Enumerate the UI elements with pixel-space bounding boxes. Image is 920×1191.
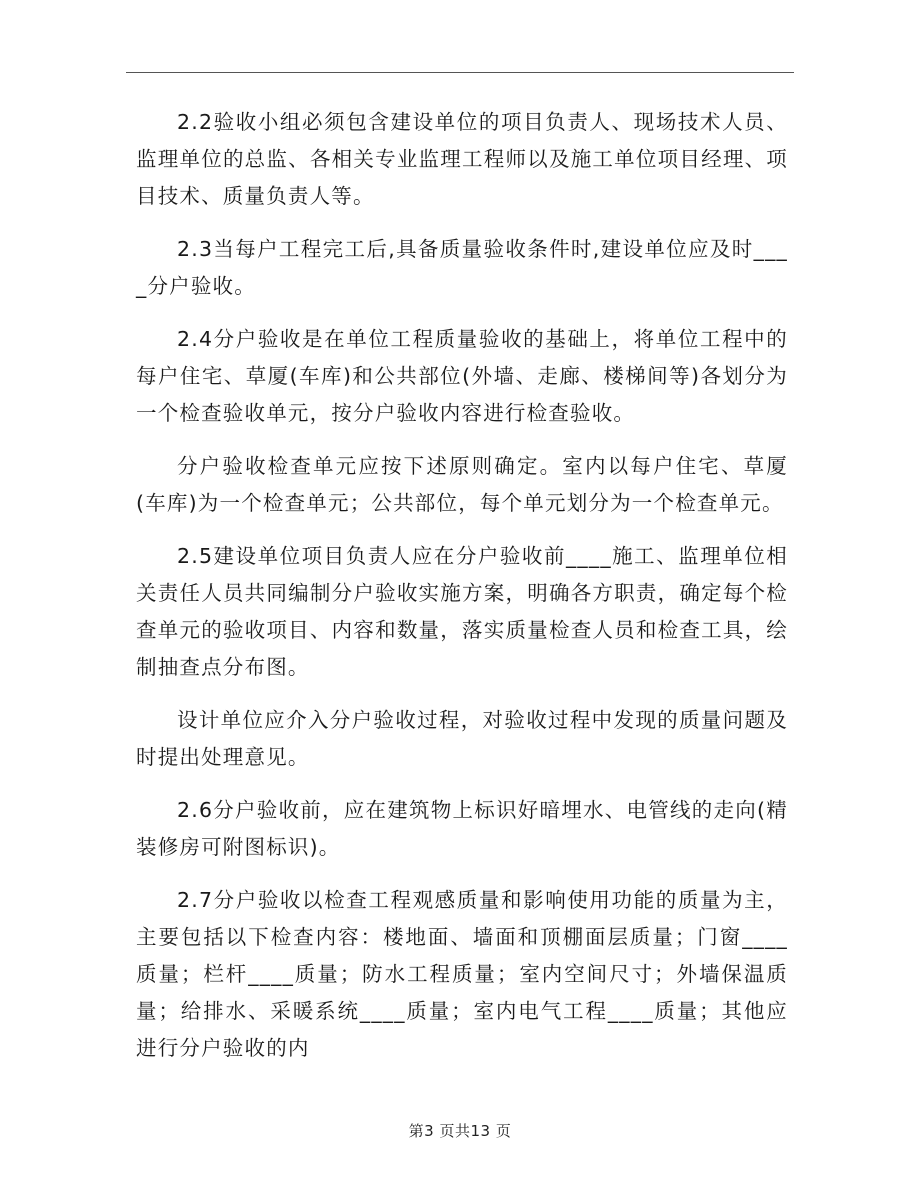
paragraph-2-2: 2.2验收小组必须包含建设单位的项目负责人、现场技术人员、监理单位的总监、各相关专业监理工程师以及施工单位项目经理、项目技术、质量负责人等。 bbox=[136, 110, 788, 208]
paragraph-2-3: 2.3当每户工程完工后,具备质量验收条件时,建设单位应及时____分户验收。 bbox=[136, 237, 788, 298]
paragraph-2-6: 2.6分户验收前，应在建筑物上标识好暗埋水、电管线的走向(精装修房可附图标识)。 bbox=[136, 798, 788, 859]
header-rule bbox=[126, 72, 794, 73]
paragraph-design-unit: 设计单位应介入分户验收过程，对验收过程中发现的质量问题及时提出处理意见。 bbox=[136, 708, 788, 769]
paragraph-2-7: 2.7分户验收以检查工程观感质量和影响使用功能的质量为主，主要包括以下检查内容：楼地面、墙面和顶棚面层质量；门窗____质量；栏杆____质量；防水工程质量；室内空间尺寸；外墙保温质量；给排水、采暖系统____质量；室内电气工程____质量；其他应进行分户验收的内 bbox=[136, 888, 788, 1060]
document-body bbox=[136, 104, 788, 1083]
paragraph-2-5: 2.5建设单位项目负责人应在分户验收前____施工、监理单位相关责任人员共同编制分户验收实施方案，明确各方职责，确定每个检查单元的验收项目、内容和数量，落实质量检查人员和检查工具，绘制抽查点分布图。 bbox=[136, 544, 788, 679]
page-number: 第3 页共13 页 bbox=[408, 1122, 512, 1140]
paragraph-2-4: 2.4分户验收是在单位工程质量验收的基础上，将单位工程中的每户住宅、草厦(车库)和公共部位(外墙、走廊、楼梯间等)各划分为一个检查验收单元，按分户验收内容进行检查验收。 bbox=[136, 327, 788, 425]
paragraph-unit-principle: 分户验收检查单元应按下述原则确定。室内以每户住宅、草厦(车库)为一个检查单元；公共部位，每个单元划分为一个检查单元。 bbox=[136, 454, 788, 515]
